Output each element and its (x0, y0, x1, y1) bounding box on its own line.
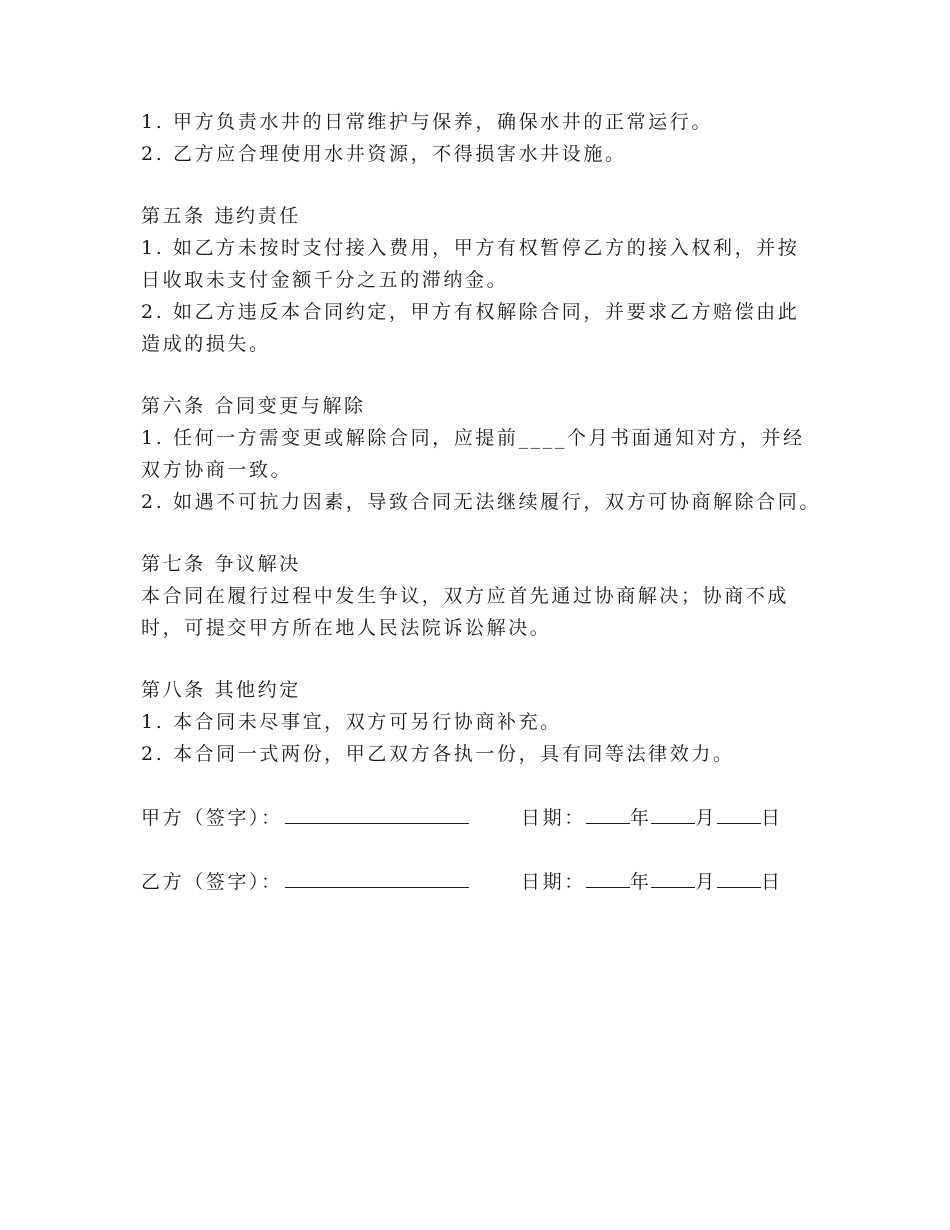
date-label: 日期： (521, 807, 586, 829)
day-label: 日 (761, 807, 783, 829)
article7-line: 本合同在履行过程中发生争议，双方应首先通过协商解决；协商不成 (141, 585, 790, 607)
month-field[interactable] (651, 805, 695, 824)
article5-line: 1. 如乙方未按时支付接入费用，甲方有权暂停乙方的接入权利，并按 (141, 237, 800, 259)
party-a-signature-label: 甲方（签字）： (141, 807, 283, 829)
contract-page (141, 106, 831, 898)
article7-title: 第七条 争议解决 (141, 553, 301, 575)
article8-line: 2. 本合同一式两份，甲乙双方各执一份，具有同等法律效力。 (141, 743, 735, 765)
article7-line: 时，可提交甲方所在地人民法院诉讼解决。 (141, 617, 552, 639)
day-label: 日 (761, 871, 783, 893)
year-label: 年 (629, 871, 652, 893)
article8-title: 第八条 其他约定 (141, 679, 301, 701)
year-label: 年 (629, 807, 652, 829)
party-b-signature-field[interactable] (285, 869, 469, 888)
party-b-signature-label: 乙方（签字）： (141, 871, 283, 893)
day-field[interactable] (717, 869, 761, 888)
article5-line: 2. 如乙方违反本合同约定，甲方有权解除合同，并要求乙方赔偿由此 (141, 301, 800, 323)
year-field[interactable] (586, 805, 630, 824)
month-label: 月 (695, 807, 718, 829)
date-label: 日期： (521, 871, 586, 893)
article4-item-2: 2. 乙方应合理使用水井资源，不得损害水井设施。 (141, 143, 627, 165)
article6-line: 2. 如遇不可抗力因素，导致合同无法继续履行，双方可协商解除合同。 (141, 491, 821, 513)
party-a-signature-row (141, 802, 831, 834)
article6-title: 第六条 合同变更与解除 (141, 395, 366, 417)
party-b-signature-row (141, 866, 831, 898)
article5-line: 日收取未支付金额千分之五的滞纳金。 (141, 269, 509, 291)
article6-line: 1. 任何一方需变更或解除合同，应提前____个月书面通知对方，并经 (141, 427, 805, 449)
article4-item-1: 1. 甲方负责水井的日常维护与保养，确保水井的正常运行。 (141, 111, 713, 133)
article8-line: 1. 本合同未尽事宜，双方可另行协商补充。 (141, 711, 562, 733)
party-a-signature-field[interactable] (285, 805, 469, 824)
day-field[interactable] (717, 805, 761, 824)
article5-title: 第五条 违约责任 (141, 205, 301, 227)
month-field[interactable] (651, 869, 695, 888)
party-a-date (521, 802, 783, 834)
article6-line: 双方协商一致。 (141, 459, 293, 481)
month-label: 月 (695, 871, 718, 893)
article5-line: 造成的损失。 (141, 333, 271, 355)
year-field[interactable] (586, 869, 630, 888)
party-b-date (521, 866, 783, 898)
